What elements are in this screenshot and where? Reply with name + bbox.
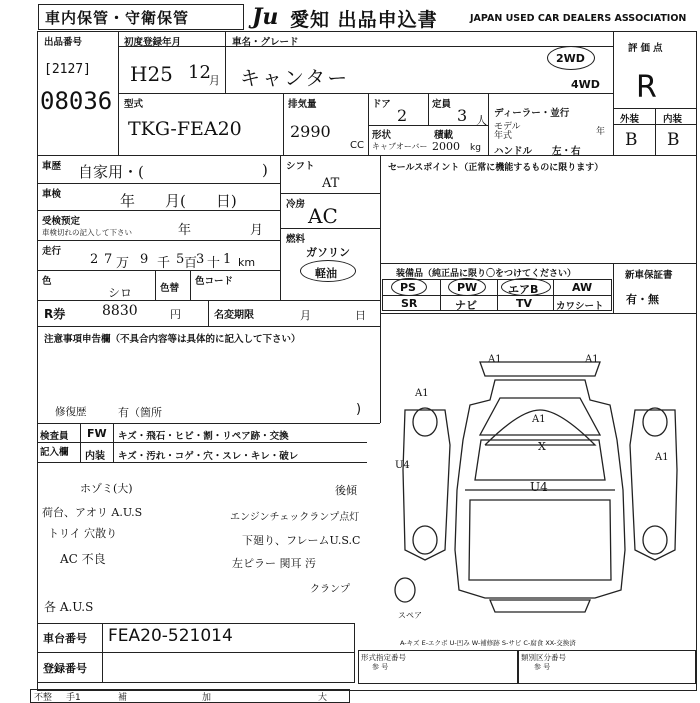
dealer-year-unit: 年 [596,127,606,137]
fuel-value: ガソリン [306,246,350,259]
diagram-mark-4: A1 [655,452,669,463]
equip-ps: PS [400,281,416,294]
history-label: 車歴 [42,161,62,172]
fuel-selected: 軽油 [315,267,337,280]
car-name-label: 車名・グレード [232,37,299,48]
form-title: 愛知 出品申込書 [290,9,438,31]
insurance-month: 月 [250,223,264,238]
registration-month: 12 [188,62,211,83]
mileage-digit-3: 9 [140,252,149,267]
inspector-label2: 記入欄 [40,447,69,458]
lot-label: 出品番号 [44,37,83,48]
diagram-mark-8: X [538,440,546,453]
lot-number: 08036 [40,87,113,115]
mileage-digit-1: 2 [90,252,99,267]
tab-3: 補 [118,693,128,703]
diagram-mark-6: U4 [395,460,410,471]
mileage-unit-juu: 十 [207,256,221,271]
color-change-label: 色替 [160,283,180,294]
grade-exterior-label: 外装 [620,114,640,125]
tab-1: 不整 [34,693,53,703]
fuel-label: 燃料 [286,234,306,245]
diagram-mark-7: U4 [530,480,548,494]
color-label: 色 [42,276,52,287]
equip-pw: PW [457,281,478,294]
type-spec-ref: 参 号 [372,663,389,671]
class-spec-label: 類別区分番号 [521,653,566,662]
note-6: 後傾 [335,484,357,497]
notes-label: 注意事項申告欄（不具合内容等は具体的に記入して下さい） [44,334,301,345]
ju-logo: Ju [252,4,279,30]
damage-legend: A-キズ E-エクボ U-凹み W-補修跡 S-サビ C-腐食 XX-交換済 [400,639,576,647]
model-label: 型式 [124,99,144,110]
note-3: トリイ 穴散り [48,527,118,540]
car-name-value: キャンター [240,66,350,90]
equip-navi: ナビ [455,299,477,312]
capacity-unit: 人 [476,114,487,127]
grade-value: R [636,70,657,105]
guarantee-label: 新車保証書 [625,270,673,281]
type-spec-label: 形式指定番号 [361,653,406,662]
recycle-unit: 円 [170,308,181,321]
diagram-mark-2: A1 [585,354,599,365]
name-change-day: 日 [355,309,366,322]
note-1: ホゾミ(大) [80,482,133,495]
mileage-digit-6: 1 [223,252,232,267]
equip-sr: SR [401,297,418,310]
history-close: ) [262,161,268,179]
note-10: クランプ [310,584,350,595]
guarantee-value: 有・無 [626,293,659,306]
load-unit: kg [470,143,481,153]
capacity-label: 定員 [432,99,452,110]
grade-label: 評価点 [628,43,666,54]
mileage-label: 走行 [42,246,62,257]
storage-stamp [38,4,244,30]
equip-seat: カワシート [556,301,604,312]
displacement-value: 2990 [290,122,331,141]
spare-label: スペア [398,611,422,620]
mileage-digit-4: 5 [176,252,185,267]
recycle-value: 8830 [102,303,138,319]
load-label: 積載 [434,130,454,141]
name-change-label: 名変期限 [214,310,254,321]
note-5: 各 A.U.S [44,600,94,614]
shift-label: シフト [286,161,315,172]
inspector-interior: 内装 [85,451,105,462]
registration-year: H25 [130,62,173,86]
capacity-value: 3 [457,106,468,125]
registration-label: 初度登録年月 [124,37,182,48]
handle-options: 左・右 [552,146,581,157]
body-shape-value: キャブオーバー [372,142,428,151]
mileage-unit-man: 万 [116,256,130,271]
mileage-unit-sen: 千 [157,256,171,271]
registration-month-unit: 月 [209,74,220,87]
class-spec-ref: 参 号 [534,663,551,671]
color-value: シロ [108,286,133,300]
inspector-fw: FW [87,427,107,440]
note-7: エンジンチェックランプ点灯 [230,512,360,523]
chassis-value: FEA20-521014 [108,626,233,646]
drive-4wd: 4WD [571,78,600,91]
insurance-note: 車検切れの記入して下さい [42,228,132,237]
equip-pw-circle [448,278,486,296]
grade-interior-value: B [667,130,680,150]
storage-stamp-text: 車内保管・守衛保管 [45,9,190,27]
inspector-interior-options: キズ・汚れ・コゲ・穴・スレ・キレ・破レ [118,451,299,462]
repair-value: 有（箇所 [118,406,162,419]
mileage-digit-5: 3 [196,252,205,267]
equip-ps-circle [391,278,427,296]
tab-5: 大 [318,693,328,703]
dealer-model-label: モデル [494,122,521,132]
shift-value: AT [322,176,340,191]
inspector-label1: 検査員 [40,431,69,442]
mileage-unit-hyaku: 百 [184,256,198,271]
ac-label: 冷房 [286,199,306,210]
grade-interior-label: 内装 [663,114,683,125]
note-2: 荷台、アオリ A.U.S [42,506,143,519]
drive-2wd: 2WD [556,52,585,65]
history-value: 自家用・( [78,163,144,181]
handle-label: ハンドル [494,146,533,157]
insurance-year: 年 [178,223,192,238]
load-value: 2000 [432,140,460,153]
insurance-label: 受検预定 [42,216,81,227]
inspection-label: 車検 [42,189,62,200]
equip-tv: TV [516,297,533,310]
tab-2: 手1 [66,693,81,703]
doors-value: 2 [397,106,408,125]
dealer-label: ディーラー・並行 [494,108,570,119]
chassis-label: 車台番号 [43,632,87,645]
tab-4: 加 [202,693,212,703]
lot-bracket: [2127] [44,62,91,77]
model-value: TKG-FEA20 [128,118,242,140]
equip-airbag-circle [501,278,551,296]
equip-airbag: エアB [508,283,539,296]
equip-aw: AW [572,281,593,294]
grade-exterior-value: B [625,130,638,150]
association-name: JAPAN USED CAR DEALERS ASSOCIATION [470,13,687,24]
equipment-label: 装備品（純正品に限り〇をつけてください） [396,269,577,279]
color-code-label: 色コード [195,276,234,287]
repair-label: 修復歴 [55,406,87,418]
diagram-mark-3: A1 [415,388,429,399]
ac-value: AC [308,204,338,228]
mileage-unit-km: km [238,256,256,269]
displacement-unit: CC [350,140,364,151]
note-4: AC 不良 [60,552,106,566]
note-8: 下廻り、フレームU.S.C [242,534,361,547]
name-change-month: 月 [300,309,311,322]
mileage-digit-2: 7 [104,252,113,267]
sales-point-label: セールスポイント（正常に機能するものに限ります） [388,163,604,173]
dealer-year-label: 年式 [494,131,513,141]
displacement-label: 排気量 [288,99,317,110]
diagram-mark-1: A1 [488,354,502,365]
inspection-value: 年 月( 日) [120,192,237,210]
doors-label: ドア [372,99,391,110]
inspector-fw-options: キズ・飛石・ヒビ・割・リペア跡・交換 [118,431,289,442]
reg-number-label: 登録番号 [43,662,87,675]
recycle-label: R券 [44,307,66,321]
body-shape-label: 形状 [372,130,392,141]
diagram-mark-5: A1 [532,414,546,425]
note-9: 左ピラー 関耳 汚 [232,557,316,570]
